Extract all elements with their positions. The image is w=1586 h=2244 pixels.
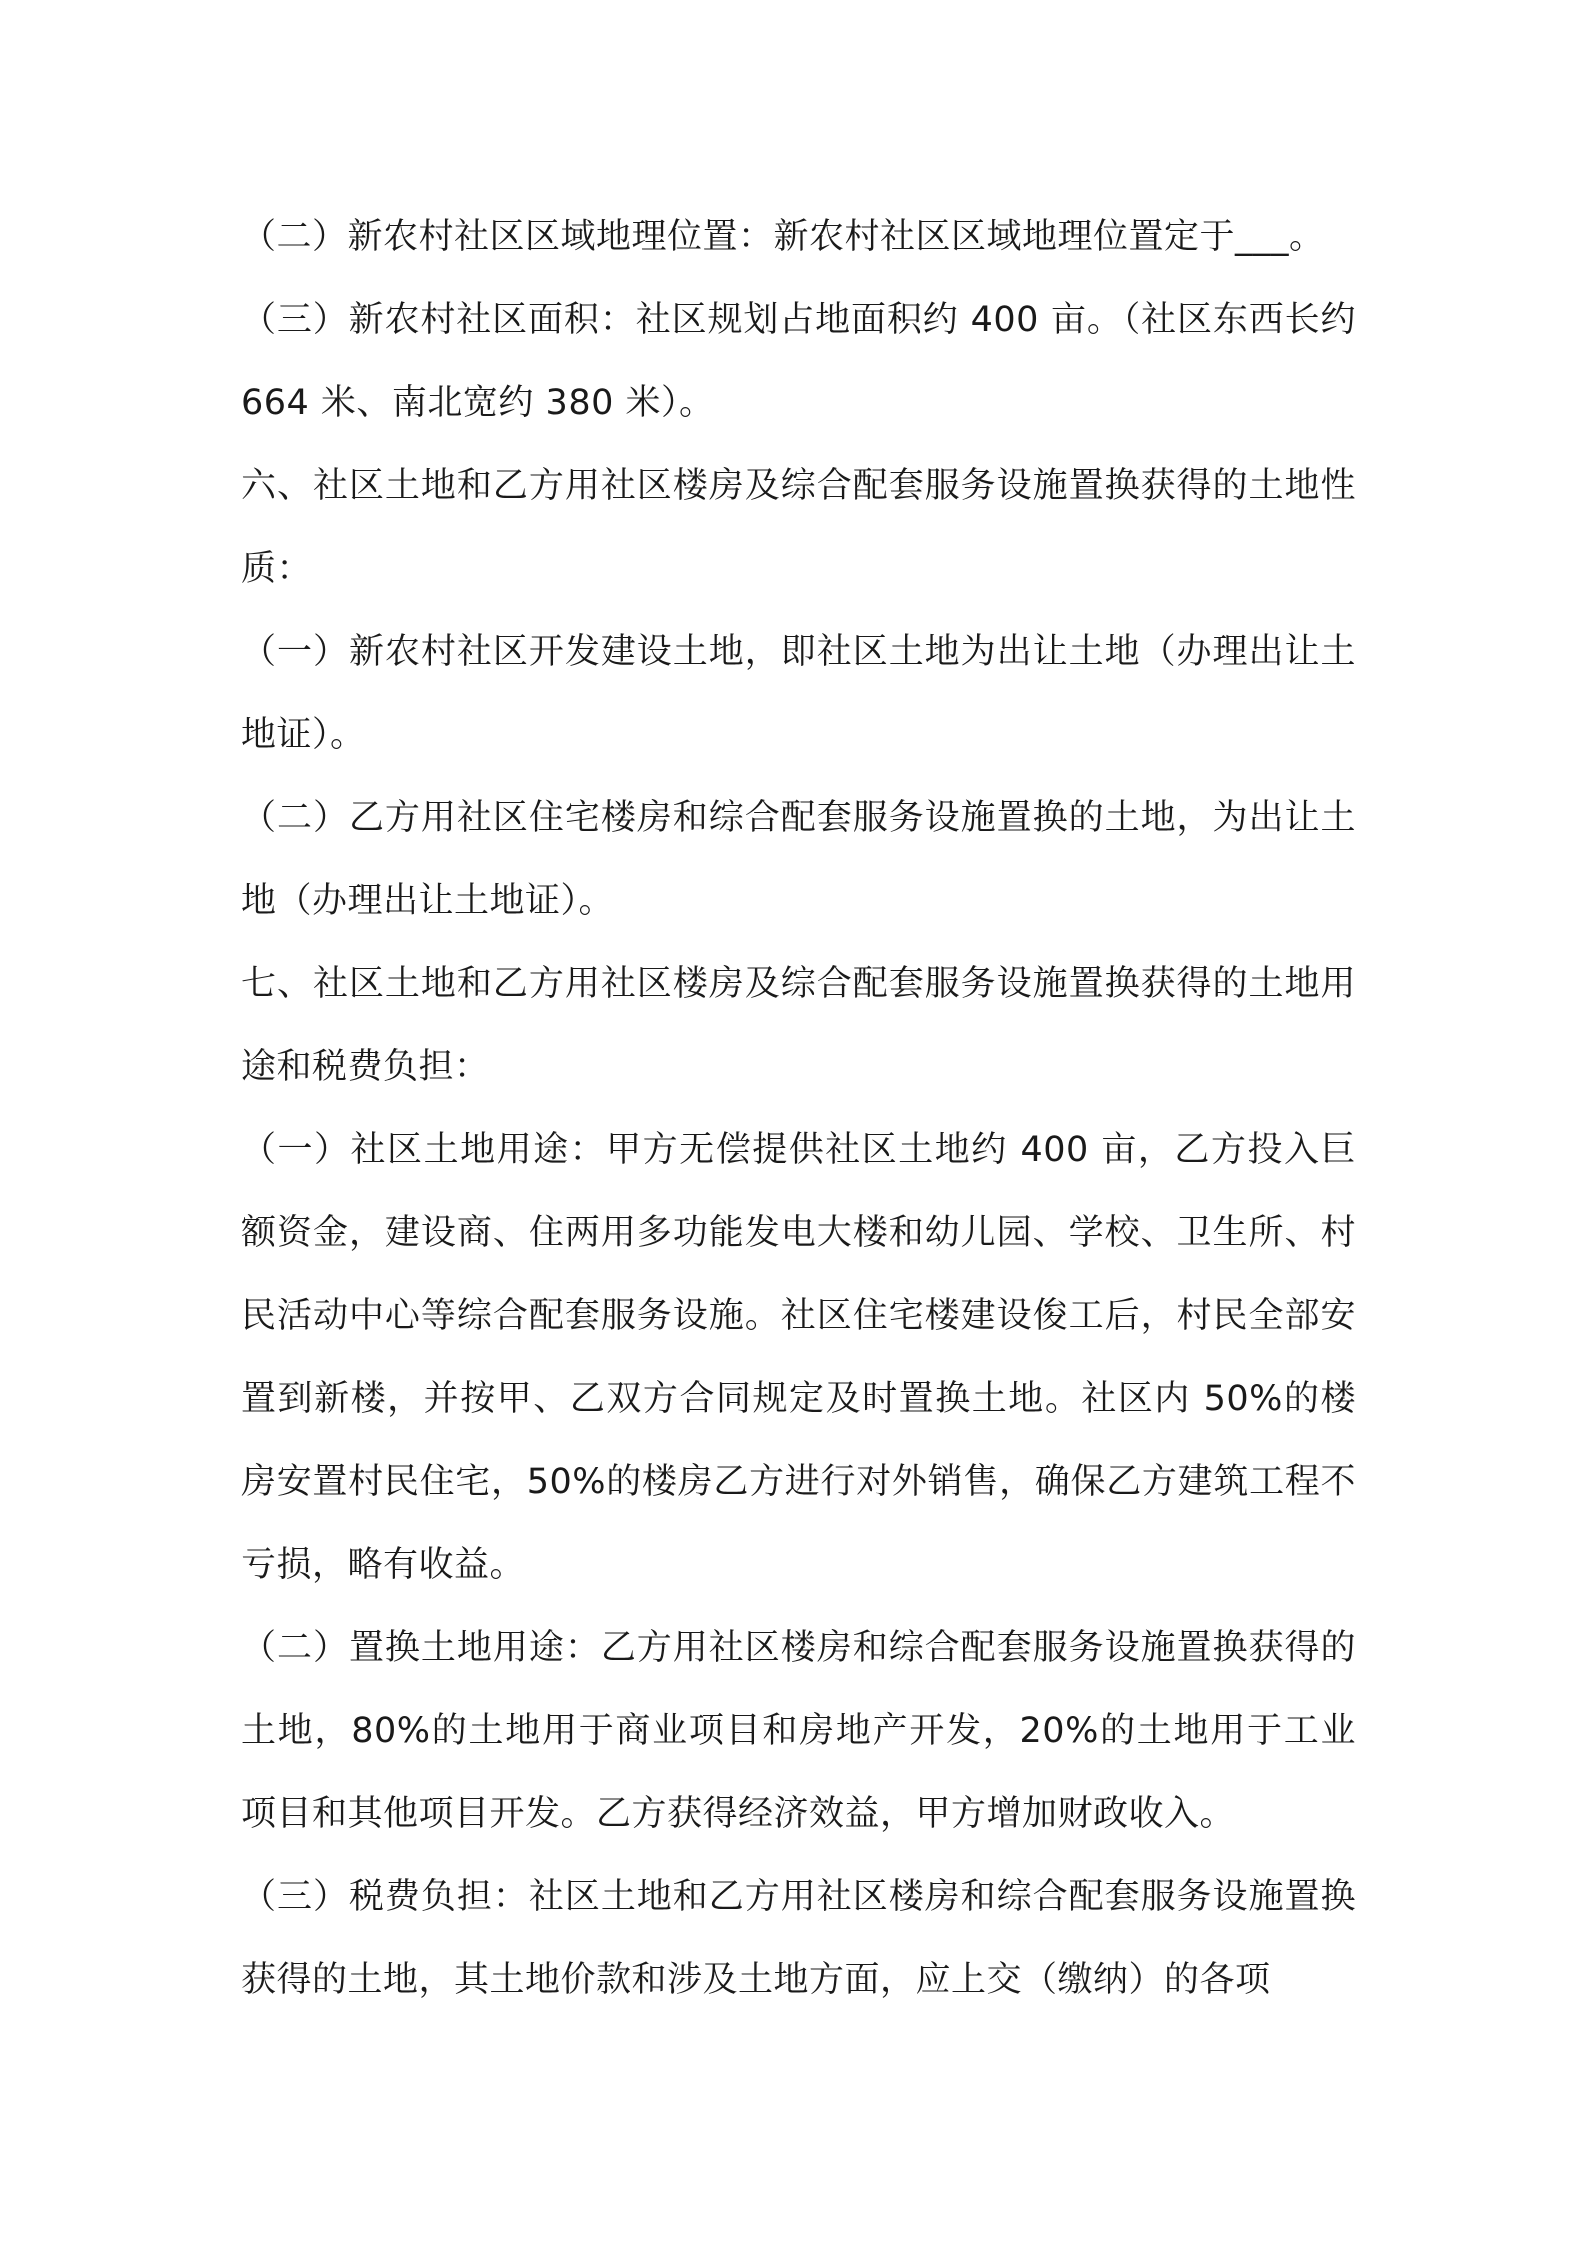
paragraph-location: （二）新农村社区区域地理位置：新农村社区区域地理位置定于___。 xyxy=(241,217,1325,257)
paragraph-community-land-use: （一）社区土地用途：甲方无偿提供社区土地约 400 亩，乙方投入巨额资金，建设商、住两用多功能发电大楼和幼儿园、学校、卫生所、村民活动中心等综合配套服务设施。社区住宅楼建设俊工后，村民全部安置到新楼，并按甲、乙双方合同规定及时置换土地。社区内 50%的楼房安置村民住宅，50%的楼房乙方进行对外销售，确保乙方建筑工程不亏损，略有收益。 xyxy=(241,1130,1356,1585)
paragraph-land-nature-2: （二）乙方用社区住宅楼房和综合配套服务设施置换的土地，为出让土地（办理出让土地证）。 xyxy=(241,798,1356,921)
paragraph-land-nature-1: （一）新农村社区开发建设土地，即社区土地为出让土地（办理出让土地证）。 xyxy=(241,632,1356,755)
paragraph-tax-burden: （三）税费负担：社区土地和乙方用社区楼房和综合配套服务设施置换获得的土地，其土地价款和涉及土地方面，应上交（缴纳）的各项 xyxy=(241,1877,1356,2000)
section-six-heading: 六、社区土地和乙方用社区楼房及综合配套服务设施置换获得的土地性质： xyxy=(241,466,1356,589)
paragraph-replacement-land-use: （二）置换土地用途：乙方用社区楼房和综合配套服务设施置换获得的土地，80%的土地用于商业项目和房地产开发，20%的土地用于工业项目和其他项目开发。乙方获得经济效益，甲方增加财政收入。 xyxy=(241,1628,1356,1834)
section-seven-heading: 七、社区土地和乙方用社区楼房及综合配套服务设施置换获得的土地用途和税费负担： xyxy=(241,964,1356,1087)
paragraph-area: （三）新农村社区面积：社区规划占地面积约 400 亩。（社区东西长约 664 米、南北宽约 380 米）。 xyxy=(241,300,1356,423)
document-body xyxy=(241,196,1356,2022)
